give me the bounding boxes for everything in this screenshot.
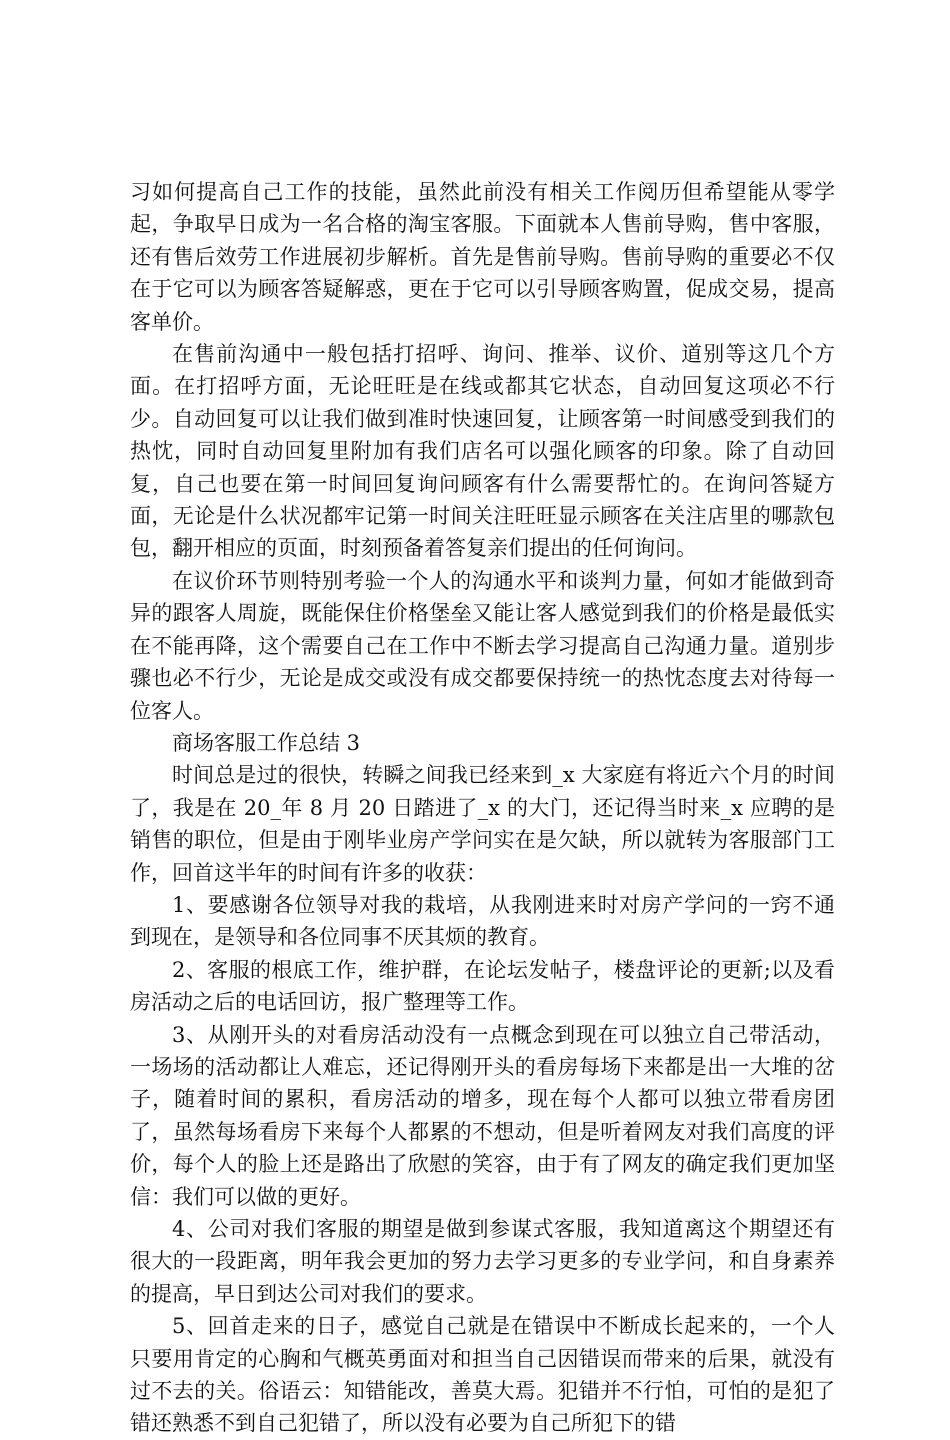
list-item-4: 4、公司对我们客服的期望是做到参谋式客服，我知道离这个期望还有很大的一段距离，明年我会更加的努力去学习更多的专业学问，和自身素养的提高，早日到达公司对我们的要求。 [130, 1217, 835, 1306]
list-item-3: 3、从刚开头的对看房活动没有一点概念到现在可以独立自己带活动，一场场的活动都让人难忘，还记得刚开头的看房每场下来都是出一大堆的岔子，随着时间的累积，看房活动的增多，现在每个人都可以独立带看房团了，虽然每场看房下来每个人都累的不想动，但是听着网友对我们高度的评价，每个人的脸上还是路出了欣慰的笑容，由于有了网友的确定我们更加坚信：我们可以做的更好。 [130, 1022, 835, 1209]
paragraph-4: 时间总是过的很快，转瞬之间我已经来到_x 大家庭有将近六个月的时间了，我是在 20_年 8 月 20 日踏进了_x 的大门，还记得当时来_x 应聘的是销售的职位，但是由于刚毕业房产学问实在是欠缺，所以就转为客服部门工作，回首这半年的时间有许多的收获： [130, 763, 835, 885]
list-item-1: 1、要感谢各位领导对我的栽培，从我刚进来时对房产学问的一窍不通到现在，是领导和各位同事不厌其烦的教育。 [130, 892, 835, 950]
paragraph-3: 在议价环节则特别考验一个人的沟通水平和谈判力量，何如才能做到奇异的跟客人周旋，既能保住价格堡垒又能让客人感觉到我们的价格是最低实在不能再降，这个需要自己在工作中不断去学习提高自己沟通力量。道别步骤也必不行少，无论是成交或没有成交都要保持统一的热忱态度去对待每一位客人。 [130, 568, 835, 723]
paragraph-2: 在售前沟通中一般包括打招呼、询问、推举、议价、道别等这几个方面。在打招呼方面，无论旺旺是在线或都其它状态，自动回复这项必不行少。自动回复可以让我们做到准时快速回复，让顾客第一时间感受到我们的热忱，同时自动回复里附加有我们店名可以强化顾客的印象。除了自动回复，自己也要在第一时间回复询问顾客有什么需要帮忙的。在询问答疑方面，无论是什么状况都牢记第一时间关注旺旺显示顾客在关注店里的哪款包包，翻开相应的页面，时刻预备着答复亲们提出的任何询问。 [130, 342, 835, 561]
document-body [130, 176, 835, 1440]
section-heading: 商场客服工作总结 3 [172, 730, 361, 755]
paragraph-1: 习如何提高自己工作的技能，虽然此前没有相关工作阅历但希望能从零学起，争取早日成为一名合格的淘宝客服。下面就本人售前导购，售中客服，还有售后效劳工作进展初步解析。首先是售前导购。售前导购的重要必不仅在于它可以为顾客答疑解惑，更在于它可以引导顾客购置，促成交易，提高客单价。 [130, 180, 835, 334]
list-item-2: 2、客服的根底工作，维护群，在论坛发帖子，楼盘评论的更新;以及看房活动之后的电话回访，报广整理等工作。 [130, 957, 835, 1015]
list-item-5: 5、回首走来的日子，感觉自己就是在错误中不断成长起来的，一个人只要用肯定的心胸和气概英勇面对和担当自己因错误而带来的后果，就没有过不去的关。俗语云：知错能改，善莫大焉。犯错并不行怕，可怕的是犯了错还熟悉不到自己犯错了，所以没有必要为自己所犯下的错 [130, 1314, 835, 1436]
